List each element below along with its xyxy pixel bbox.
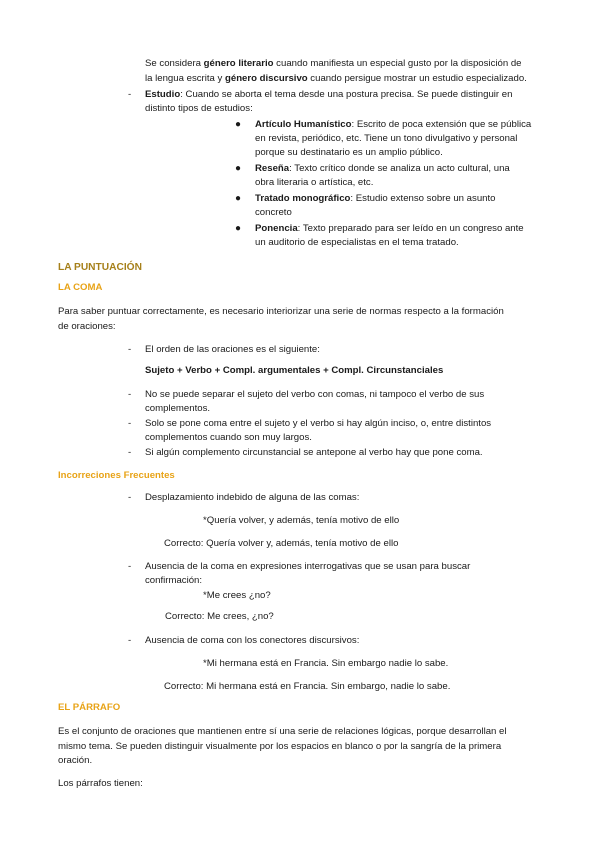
intro-text: cuando manifiesta un especial gusto por la disposición de	[273, 58, 522, 69]
study-text: : Texto crítico donde se analiza un acto cultural, una	[289, 163, 510, 174]
study-text: : Escrito de poca extensión que se pública	[351, 119, 532, 130]
incorreccion-2-correct: Correcto: Me crees, ¿no?	[165, 611, 274, 622]
study-type-1-line-1	[255, 118, 531, 132]
term-resena: Reseña	[255, 163, 290, 174]
study-text: : Estudio extenso sobre un asunto	[350, 193, 496, 204]
coma-intro-line-2: de oraciones:	[58, 321, 116, 332]
dash-marker: -	[128, 418, 132, 429]
study-type-4-line-2: un auditorio de especialistas en el tema tratado.	[255, 237, 459, 248]
dash-marker: -	[128, 635, 132, 646]
study-type-1-line-2: en revista, periódico, etc. Tiene un tono divulgativo y personal	[255, 133, 518, 144]
rule-1-line-1: No se puede separar el sujeto del verbo con comas, ni tampoco el verbo de sus	[145, 389, 485, 400]
term-genero-literario: género literario	[203, 58, 274, 69]
term-articulo: Artículo Humanístico	[255, 119, 352, 130]
dash-marker: -	[128, 447, 132, 458]
term-tratado: Tratado monográfico	[255, 193, 351, 204]
parrafo-line-3: oración.	[58, 755, 93, 766]
study-type-4-line-1	[255, 222, 524, 236]
parrafo-line-4: Los párrafos tienen:	[58, 778, 143, 789]
rule-2-line-1: Solo se pone coma entre el sujeto y el verbo si hay algún inciso, o, entre distintos	[145, 418, 492, 429]
rule-formula	[145, 364, 443, 378]
intro-line-2	[145, 72, 527, 86]
study-type-2-line-1	[255, 162, 510, 176]
incorreccion-1-wrong: *Quería volver, y además, tenía motivo de ello	[203, 515, 400, 526]
study-type-3-line-2: concreto	[255, 207, 292, 218]
rule-order: El orden de las oraciones es el siguiente:	[145, 344, 320, 355]
term-ponencia: Ponencia	[255, 223, 298, 234]
dash-marker: -	[128, 389, 132, 400]
formula-text: Sujeto + Verbo + Compl. argumentales + Compl. Circunstanciales	[145, 365, 444, 376]
bullet-icon: ●	[235, 193, 242, 204]
dash-marker: -	[128, 561, 132, 572]
incorreccion-2-wrong: *Me crees ¿no?	[203, 590, 271, 601]
intro-line-1	[145, 57, 522, 71]
study-type-2-line-2: obra literaria o artística, etc.	[255, 177, 374, 188]
bullet-icon: ●	[235, 223, 242, 234]
study-type-1-line-3: porque su destinatario es un amplio público.	[255, 147, 443, 158]
incorreccion-3-correct: Correcto: Mi hermana está en Francia. Sin embargo, nadie lo sabe.	[164, 681, 451, 692]
incorreccion-1-correct: Correcto: Quería volver y, además, tenía motivo de ello	[164, 538, 399, 549]
heading-coma: LA COMA	[58, 282, 103, 293]
incorreccion-3-wrong: *Mi hermana está en Francia. Sin embargo nadie lo sabe.	[203, 658, 449, 669]
incorreccion-1: Desplazamiento indebido de alguna de las comas:	[145, 492, 360, 503]
heading-incorrecciones: Incorreciones Frecuentes	[58, 470, 175, 481]
heading-parrafo: EL PÁRRAFO	[58, 702, 121, 713]
term-estudio: Estudio	[145, 89, 181, 100]
study-text: : Texto preparado para ser leído en un congreso ante	[297, 223, 524, 234]
estudio-line-1	[145, 88, 512, 102]
dash-marker: -	[128, 89, 132, 100]
estudio-line-2: distinto tipos de estudios:	[145, 103, 253, 114]
parrafo-line-1: Es el conjunto de oraciones que mantienen entre sí una serie de relaciones lógicas, porque desarrollan el	[58, 726, 507, 737]
heading-puntuacion: LA PUNTUACIÓN	[58, 262, 142, 273]
bullet-icon: ●	[235, 163, 242, 174]
rule-1-line-2: complementos.	[145, 403, 211, 414]
dash-marker: -	[128, 344, 132, 355]
dash-marker: -	[128, 492, 132, 503]
term-genero-discursivo: género discursivo	[225, 73, 308, 84]
intro-text: cuando persigue mostrar un estudio especializado.	[307, 73, 527, 84]
parrafo-line-2: mismo tema. Se pueden distinguir visualmente por los espacios en blanco o por la sangría de la primera	[58, 741, 502, 752]
estudio-text: : Cuando se aborta el tema desde una postura precisa. Se puede distinguir en	[180, 89, 513, 100]
study-type-3-line-1	[255, 192, 496, 206]
intro-text: Se considera	[145, 58, 204, 69]
rule-3: Si algún complemento circunstancial se antepone al verbo hay que pone coma.	[145, 447, 483, 458]
intro-text: la lengua escrita y	[145, 73, 225, 84]
incorreccion-2-line-1: Ausencia de la coma en expresiones interrogativas que se usan para buscar	[145, 561, 471, 572]
incorreccion-3: Ausencia de coma con los conectores discursivos:	[145, 635, 360, 646]
coma-intro-line-1: Para saber puntuar correctamente, es necesario interiorizar una serie de normas respecto a la formación	[58, 306, 504, 317]
incorreccion-2-line-2: confirmación:	[145, 575, 203, 586]
bullet-icon: ●	[235, 119, 242, 130]
rule-2-line-2: complementos cuando son muy largos.	[145, 432, 312, 443]
